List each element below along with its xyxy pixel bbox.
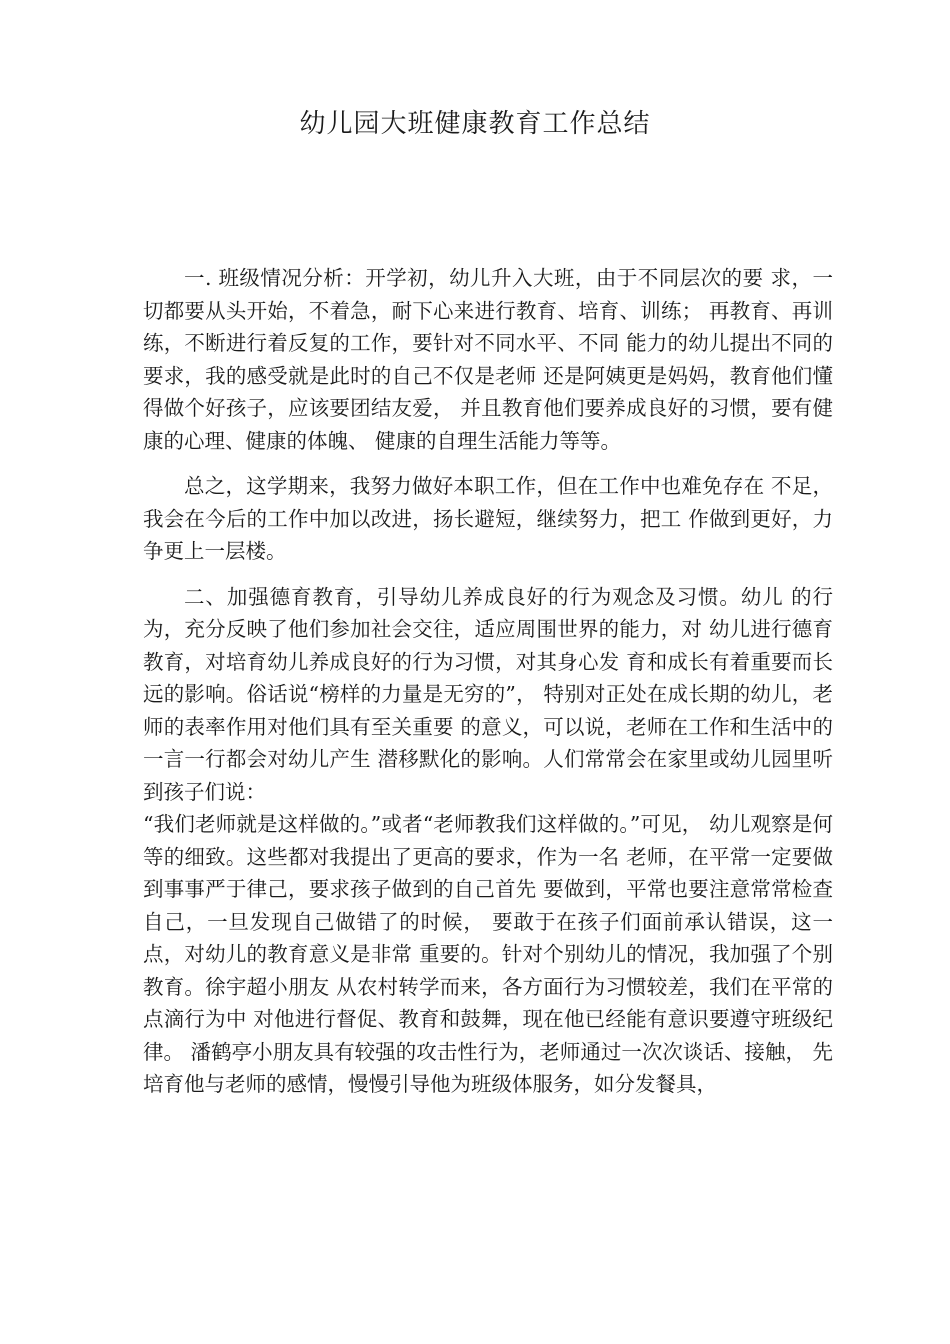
paragraph-summary: 总之，这学期来，我努力做好本职工作，但在工作中也难免存在 不足，我会在今后的工作中加以改进，扬长避短，继续努力，把工 作做到更好，力争更上一层楼。 (143, 474, 833, 563)
paragraph-moral-education: 二、加强德育教育，引导幼儿养成良好的行为观念及习惯。幼儿 的行为，充分反映了他们参加社会交往，适应周围世界的能力，对 幼儿进行德育教育，对培育幼儿养成良好的行为习惯，对其身心发 育和成长有着重要而长远的影响。俗话说“榜样的力量是无穷的”， 特别对正处在成长期的幼儿，老师的表率作用对他们具有至关重要 的意义，可以说，老师在工作和生活中的一言一行都会对幼儿产生 潜移默化的影响。人们常常会在家里或幼儿园里听到孩子们说： (143, 584, 833, 804)
paragraph-class-analysis: 一. 班级情况分析：开学初，幼儿升入大班，由于不同层次的要 求，一切都要从头开始，不着急，耐下心来进行教育、培育、训练； 再教育、再训练，不断进行着反复的工作，要针对不同水平、不同 能力的幼儿提出不同的要求，我的感受就是此时的自己不仅是老师 还是阿姨更是妈妈，教育他们懂得做个好孩子，应该要团结友爱， 并且教育他们要养成良好的习惯，要有健康的心理、健康的体魄、 健康的自理生活能力等等。 (143, 266, 833, 453)
paragraph-teacher-example: “我们老师就是这样做的。”或者“老师教我们这样做的。”可见， 幼儿观察是何等的细致。这些都对我提出了更高的要求，作为一名 老师，在平常一定要做到事事严于律己，要求孩子做到的自己首先 要做到，平常也要注意常常检查自己，一旦发现自己做错了的时候， 要敢于在孩子们面前承认错误，这一点，对幼儿的教育意义是非常 重要的。针对个别幼儿的情况，我加强了个别教育。徐宇超小朋友 从农村转学而来，各方面行为习惯较差，我们在平常的点滴行为中 对他进行督促、教育和鼓舞，现在他已经能有意识要遵守班级纪律。 潘鹤亭小朋友具有较强的攻击性行为，老师通过一次次谈话、接触， 先培育他与老师的感情，慢慢引导他为班级体服务，如分发餐具， (143, 812, 833, 1096)
document-body (143, 262, 833, 1101)
document-title: 幼儿园大班健康教育工作总结 (299, 109, 651, 139)
